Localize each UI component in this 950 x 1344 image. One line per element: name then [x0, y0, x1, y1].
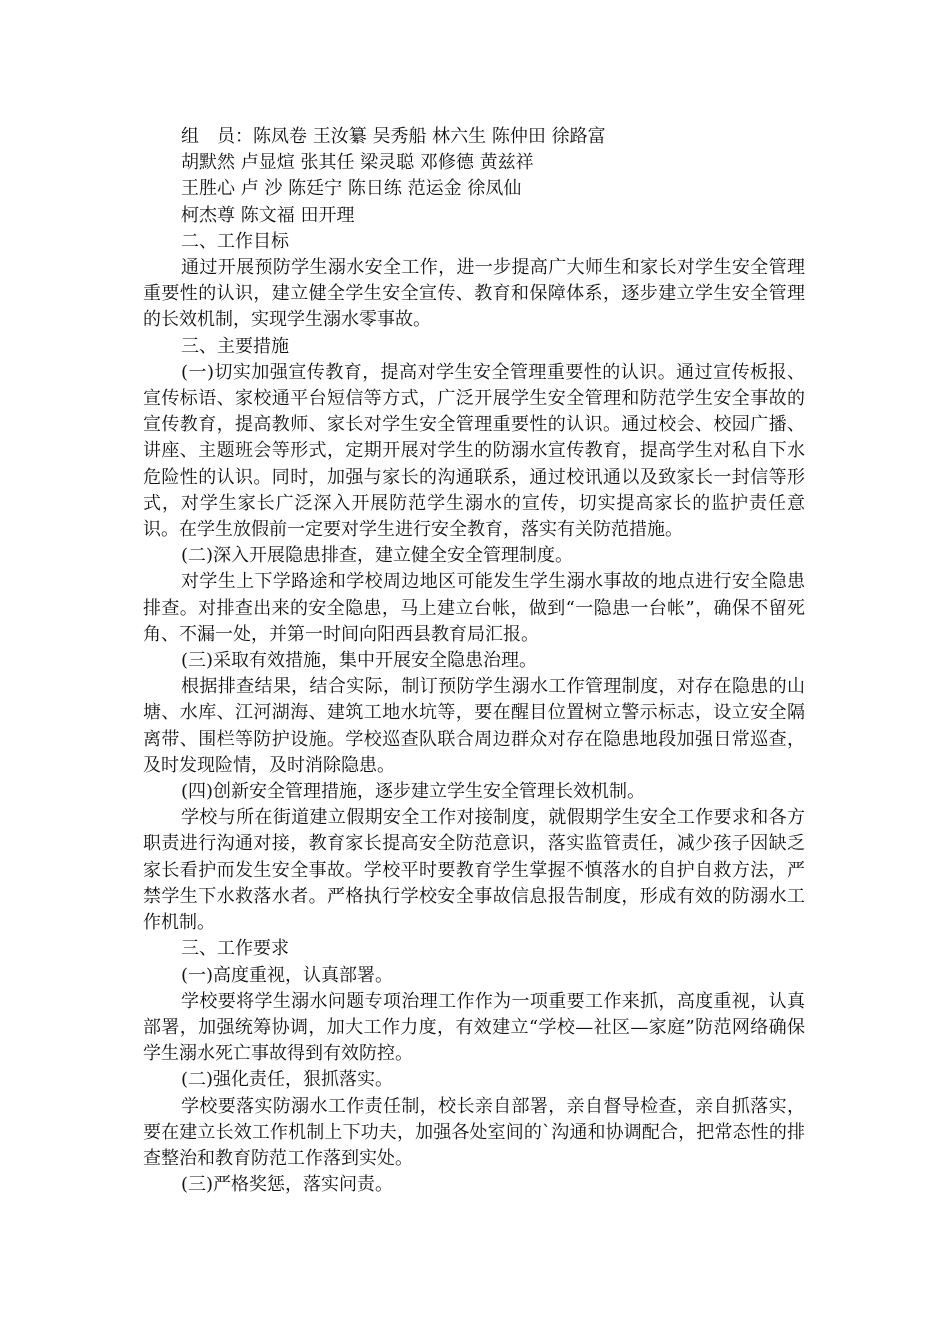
- section-heading-measures: 三、主要措施: [181, 335, 289, 357]
- measure-2-paragraph: 对学生上下学路途和学校周边地区可能发生学生溺水事故的地点进行安全隐患排查。对排查出来的安全隐患，马上建立台帐，做到“一隐患一台帐”，确保不留死角、不漏一处，并第一时间向阳西县教育局汇报。: [143, 571, 805, 645]
- requirement-1-paragraph: 学校要将学生溺水问题专项治理工作作为一项重要工作来抓，高度重视，认真部署，加强统筹协调，加大工作力度，有效建立“学校—社区—家庭”防范网络确保学生溺水死亡事故得到有效防控。: [143, 990, 805, 1065]
- section-heading-goals: 二、工作目标: [181, 230, 289, 252]
- requirement-1-title: (一)高度重视，认真部署。: [181, 964, 394, 986]
- measure-3-title: (三)采取有效措施，集中开展安全隐患治理。: [181, 650, 538, 672]
- measure-2-title: (二)深入开展隐患排查，建立健全安全管理制度。: [181, 545, 574, 567]
- members-line-2: 胡默然 卢显煊 张其任 梁灵聪 邓修德 黄兹祥: [181, 152, 534, 174]
- section-heading-requirements: 三、工作要求: [181, 938, 289, 960]
- goals-paragraph: 通过开展预防学生溺水安全工作，进一步提高广大师生和家长对学生安全管理重要性的认识，建立健全学生安全宣传、教育和保障体系，逐步建立学生安全管理的长效机制，实现学生溺水零事故。: [143, 257, 805, 331]
- requirement-2-title: (二)强化责任，狠抓落实。: [181, 1069, 394, 1091]
- requirement-3-title: (三)严格奖惩，落实问责。: [181, 1174, 394, 1196]
- measure-3-paragraph: 根据排查结果，结合实际，制订预防学生溺水工作管理制度，对存在隐患的山塘、水库、江河湖海、建筑工地水坑等，要在醒目位置树立警示标志，设立安全隔离带、围栏等防护设施。学校巡查队联合周边群众对存在隐患地段加强日常巡查，及时发现险情，及时消除隐患。: [143, 676, 805, 776]
- members-line-1: 组 员：陈凤卷 王汝纂 吴秀船 林六生 陈仲田 徐路富: [181, 126, 606, 147]
- members-line-3: 王胜心 卢 沙 陈廷宁 陈日练 范运金 徐凤仙: [181, 178, 522, 200]
- requirement-2-paragraph: 学校要落实防溺水工作责任制，校长亲自部署，亲自督导检查，亲自抓落实，要在建立长效工作机制上下功夫，加强各处室间的`沟通和协调配合，把常态性的排查整治和教育防范工作落到实处。: [143, 1095, 805, 1169]
- measure-4-title: (四)创新安全管理措施，逐步建立学生安全管理长效机制。: [181, 781, 646, 803]
- measure-1-paragraph: (一)切实加强宣传教育，提高对学生安全管理重要性的认识。通过宣传板报、宣传标语、家校通平台短信等方式，广泛开展学生安全管理和防范学生安全事故的宣传教育，提高教师、家长对学生安全管理重要性的认识。通过校会、校园广播、讲座、主题班会等形式，定期开展对学生的防溺水宣传教育，提高学生对私自下水危险性的认识。同时，加强与家长的沟通联系，通过校讯通以及致家长一封信等形式，对学生家长广泛深入开展防范学生溺水的宣传，切实提高家长的监护责任意识。在学生放假前一定要对学生进行安全教育，落实有关防范措施。: [143, 361, 805, 541]
- document-page: [143, 124, 805, 1198]
- measure-4-paragraph: 学校与所在街道建立假期安全工作对接制度，就假期学生安全工作要求和各方职责进行沟通对接，教育家长提高安全防范意识，落实监管责任，减少孩子因缺乏家长看护而发生安全事故。学校平时要教育学生掌握不慎落水的自护自救方法，严禁学生下水救落水者。严格执行学校安全事故信息报告制度，形成有效的防溺水工作机制。: [143, 807, 805, 934]
- members-line-4: 柯杰尊 陈文福 田开理: [181, 204, 355, 226]
